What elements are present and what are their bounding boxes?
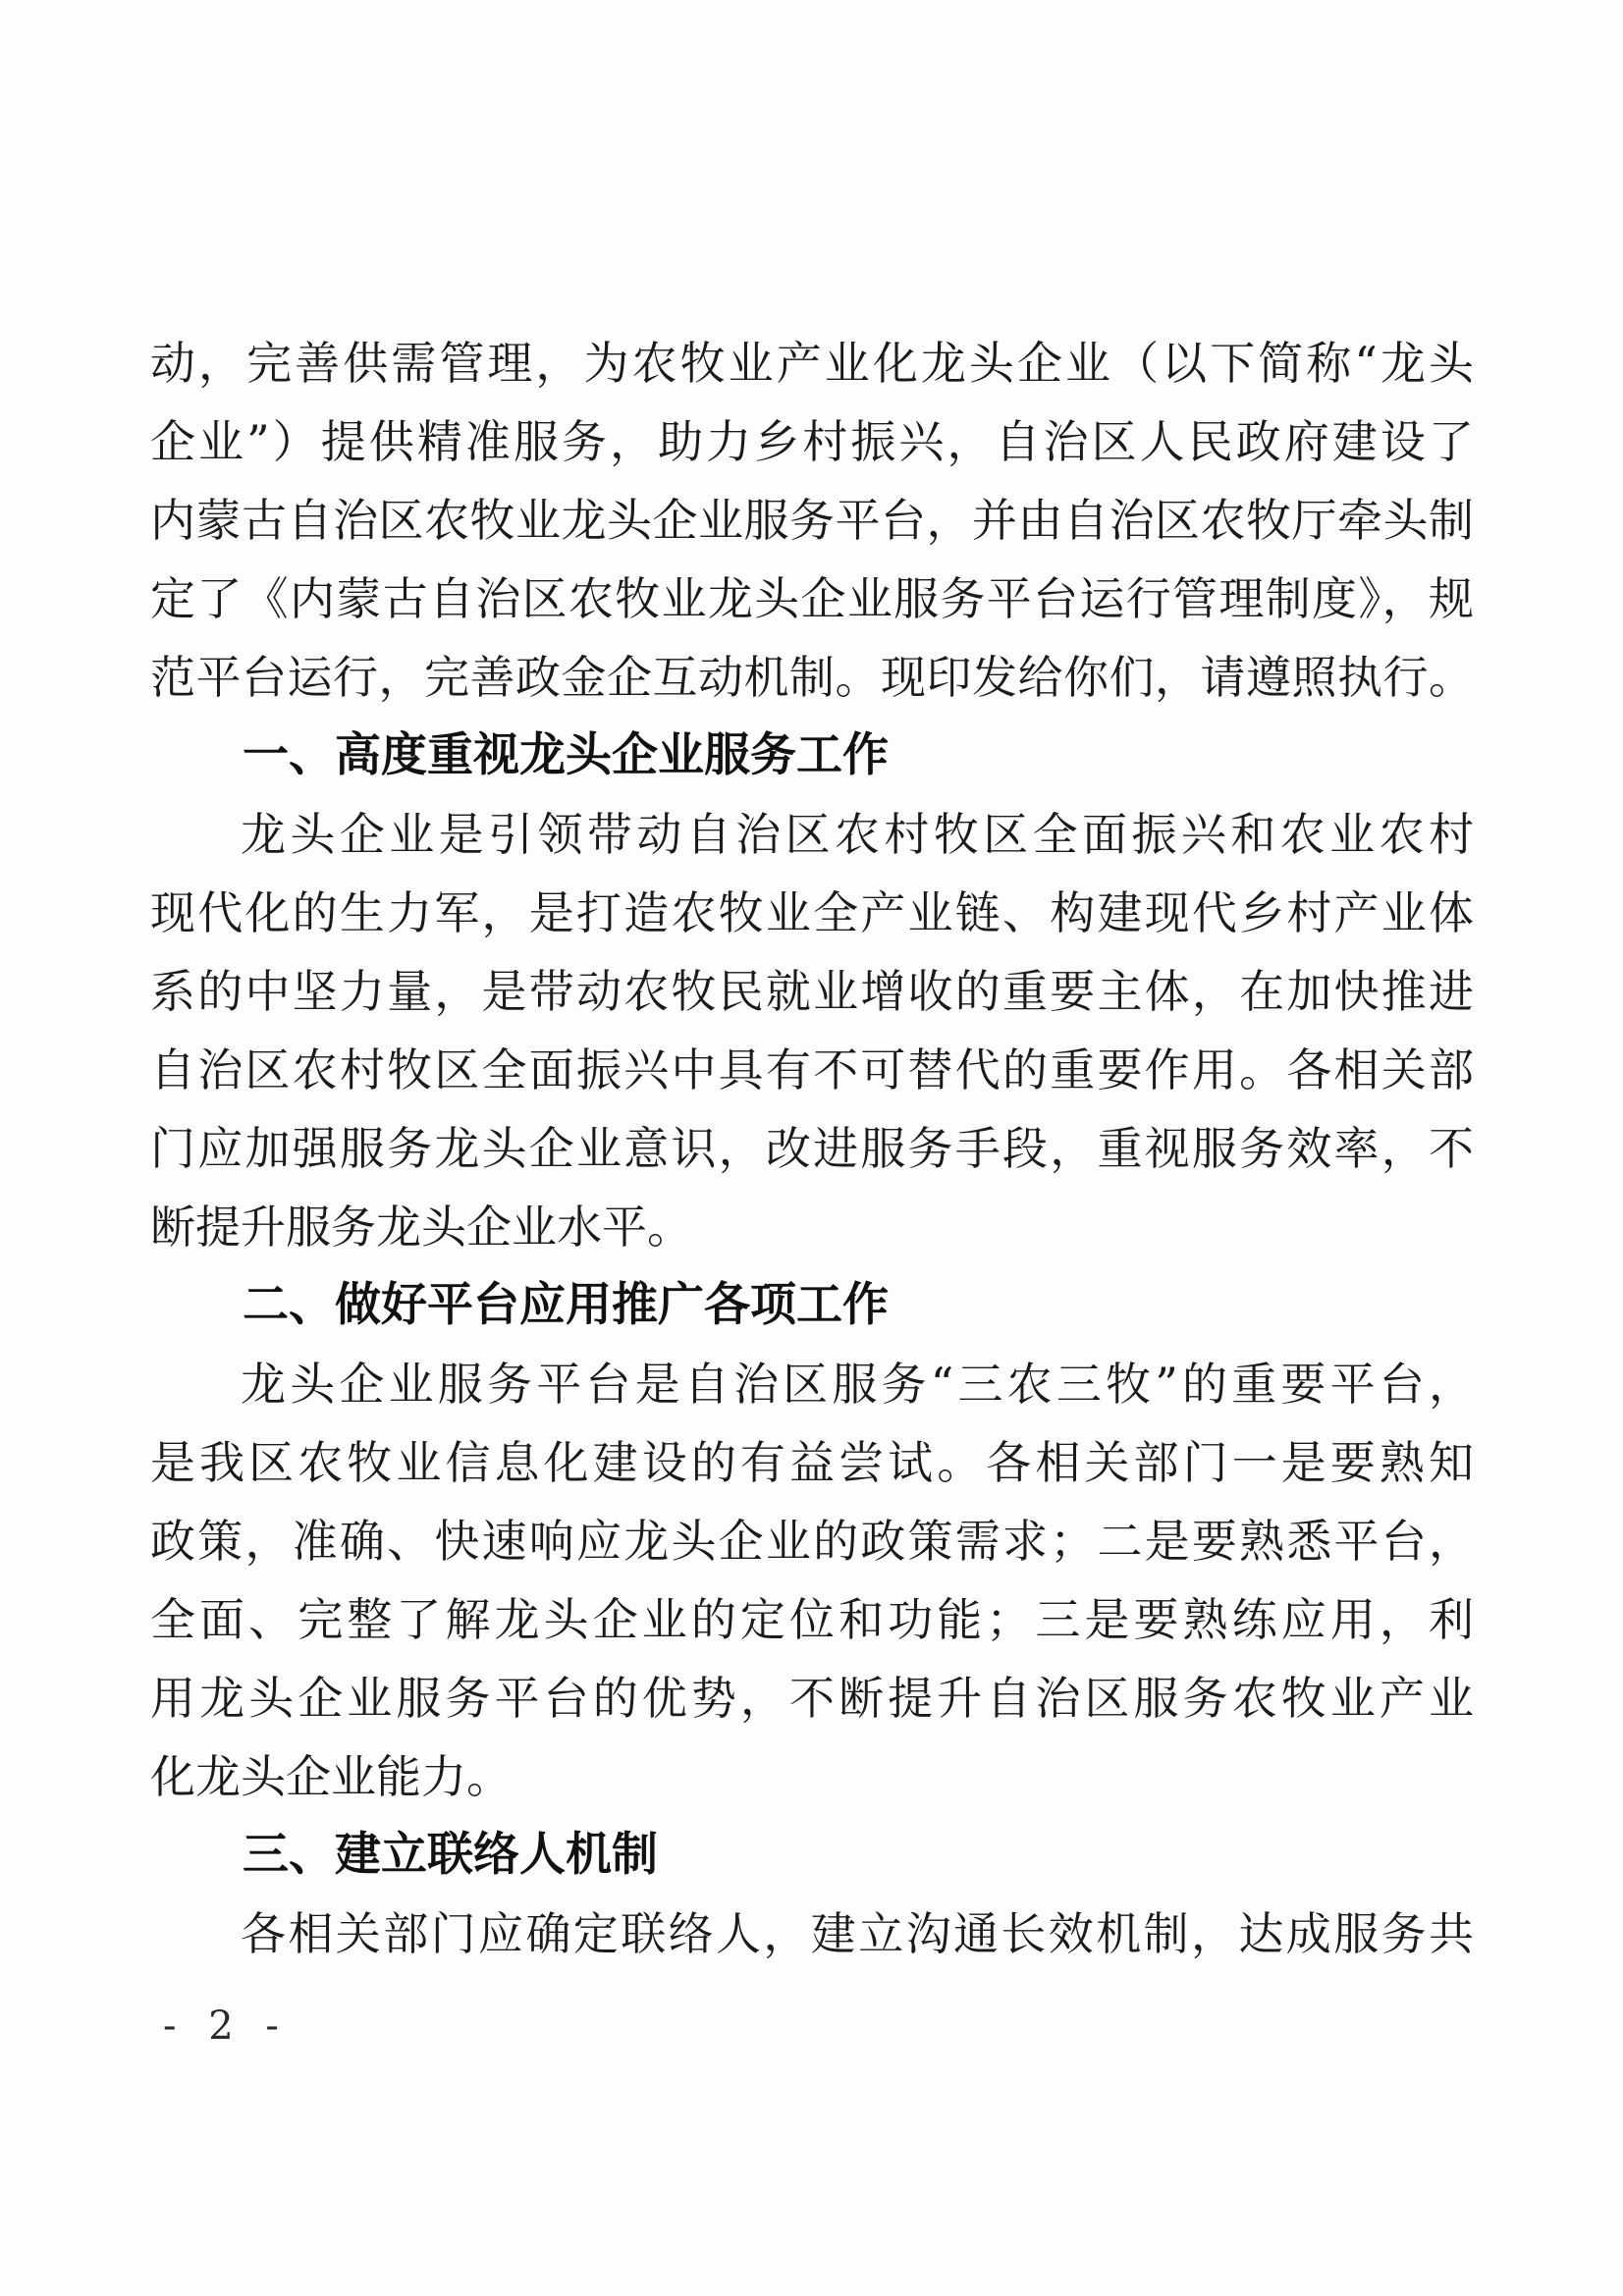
paragraph-section-2 xyxy=(150,1345,1474,1816)
section-heading-1: 一、高度重视龙头企业服务工作 xyxy=(243,728,889,782)
text-line: 用龙头企业服务平台的优势，不断提升自治区服务农牧业产业 xyxy=(150,1672,1474,1725)
section-heading-2: 二、做好平台应用推广各项工作 xyxy=(243,1278,889,1332)
text-line: 企业”）提供精准服务，助力乡村振兴，自治区人民政府建设了 xyxy=(150,415,1474,468)
text-line: 龙头企业服务平台是自治区服务“三农三牧”的重要平台， xyxy=(241,1358,1474,1411)
text-line: 龙头企业是引领带动自治区农村牧区全面振兴和农业农村 xyxy=(241,808,1474,861)
section-heading-3: 三、建立联络人机制 xyxy=(243,1828,658,1882)
paragraph-section-1 xyxy=(150,795,1474,1266)
text-line: 全面、完整了解龙头企业的定位和功能；三是要熟练应用，利 xyxy=(150,1593,1474,1646)
document-body xyxy=(150,324,1474,1973)
text-line: 定了《内蒙古自治区农牧业龙头企业服务平台运行管理制度》，规 xyxy=(150,572,1474,625)
text-line: 政策，准确、快速响应龙头企业的政策需求；二是要熟悉平台， xyxy=(150,1515,1474,1568)
paragraph-continuation xyxy=(150,324,1474,717)
text-line: 内蒙古自治区农牧业龙头企业服务平台，并由自治区农牧厅牵头制 xyxy=(150,494,1474,547)
text-line: 现代化的生力军，是打造农牧业全产业链、构建现代乡村产业体 xyxy=(150,886,1474,939)
text-line: 动，完善供需管理，为农牧业产业化龙头企业（以下简称“龙头 xyxy=(150,337,1474,390)
text-line: 范平台运行，完善政金企互动机制。现印发给你们，请遵照执行。 xyxy=(150,651,1474,704)
text-line: 化龙头企业能力。 xyxy=(150,1750,512,1803)
text-line: 各相关部门应确定联络人，建立沟通长效机制，达成服务共 xyxy=(241,1907,1474,1960)
text-line: 自治区农村牧区全面振兴中具有不可替代的重要作用。各相关部 xyxy=(150,1043,1474,1096)
text-line: 门应加强服务龙头企业意识，改进服务手段，重视服务效率，不 xyxy=(150,1122,1474,1175)
text-line: 系的中坚力量，是带动农牧民就业增收的重要主体，在加快推进 xyxy=(150,965,1474,1018)
page-number: - 2 - xyxy=(163,2003,289,2049)
text-line: 是我区农牧业信息化建设的有益尝试。各相关部门一是要熟知 xyxy=(150,1436,1474,1489)
paragraph-section-3 xyxy=(150,1895,1474,1973)
text-line: 断提升服务龙头企业水平。 xyxy=(150,1201,692,1254)
